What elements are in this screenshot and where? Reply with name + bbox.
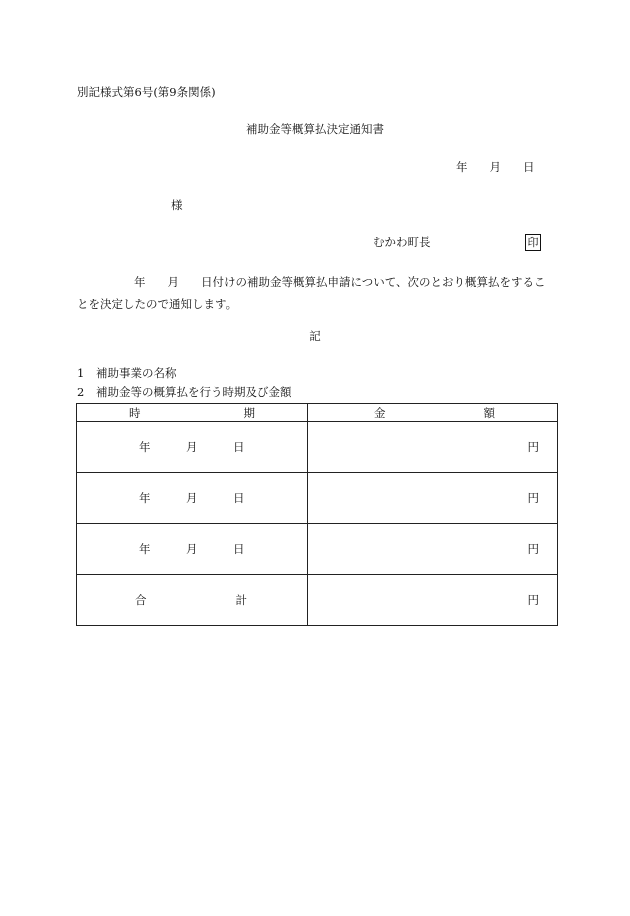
row-year-label: 年 [139, 440, 151, 454]
header-period [77, 404, 308, 422]
row-day-label: 日 [233, 542, 245, 556]
header-amount-char-2: 額 [483, 405, 495, 420]
date-year-label: 年 [456, 160, 468, 174]
body-month-label: 月 [167, 275, 179, 289]
row-year-label: 年 [139, 491, 151, 505]
row-year-label: 年 [139, 542, 151, 556]
item-number: 2 [77, 385, 85, 399]
ki-heading: 記 [309, 329, 321, 343]
period-cell [77, 473, 308, 524]
table-row [77, 473, 558, 524]
date-month-label: 月 [489, 160, 501, 174]
yen-label: 円 [527, 491, 539, 505]
header-period-char-2: 期 [243, 405, 255, 420]
document-title: 補助金等概算払決定通知書 [246, 122, 384, 136]
period-cell [77, 422, 308, 473]
payment-schedule-table [76, 403, 558, 626]
form-number: 別記様式第6号(第9条関係) [77, 85, 216, 99]
amount-cell [308, 524, 558, 575]
yen-label: 円 [527, 542, 539, 556]
row-month-label: 月 [186, 491, 198, 505]
row-month-label: 月 [186, 542, 198, 556]
table-row [77, 422, 558, 473]
yen-label: 円 [527, 593, 539, 607]
table-total-row [77, 575, 558, 626]
date-day-label: 日 [523, 160, 535, 174]
total-amount-cell [308, 575, 558, 626]
row-month-label: 月 [186, 440, 198, 454]
list-item [77, 387, 292, 399]
row-day-label: 日 [233, 440, 245, 454]
yen-label: 円 [527, 440, 539, 454]
body-paragraph [77, 271, 557, 315]
body-year-label: 年 [134, 275, 146, 289]
row-day-label: 日 [233, 491, 245, 505]
addressee-suffix: 様 [171, 198, 183, 212]
issuer-name: むかわ町長 [373, 235, 431, 249]
amount-cell [308, 473, 558, 524]
list-item [77, 368, 177, 380]
item-text: 補助事業の名称 [96, 366, 177, 380]
total-char-2: 計 [235, 593, 247, 607]
seal-mark: 印 [525, 234, 541, 251]
total-char-1: 合 [135, 593, 147, 607]
item-text: 補助金等の概算払を行う時期及び金額 [96, 385, 292, 399]
table-header-row [77, 404, 558, 422]
header-amount [308, 404, 558, 422]
period-cell [77, 524, 308, 575]
header-period-char-1: 時 [129, 405, 141, 420]
table-row [77, 524, 558, 575]
item-number: 1 [77, 366, 85, 380]
total-label-cell [77, 575, 308, 626]
issue-date [456, 162, 535, 174]
header-amount-char-1: 金 [374, 405, 386, 420]
amount-cell [308, 422, 558, 473]
body-text: 日付けの補助金等概算払申請について、次のとおり概算払をすることを決定したので通知します。 [77, 275, 546, 311]
